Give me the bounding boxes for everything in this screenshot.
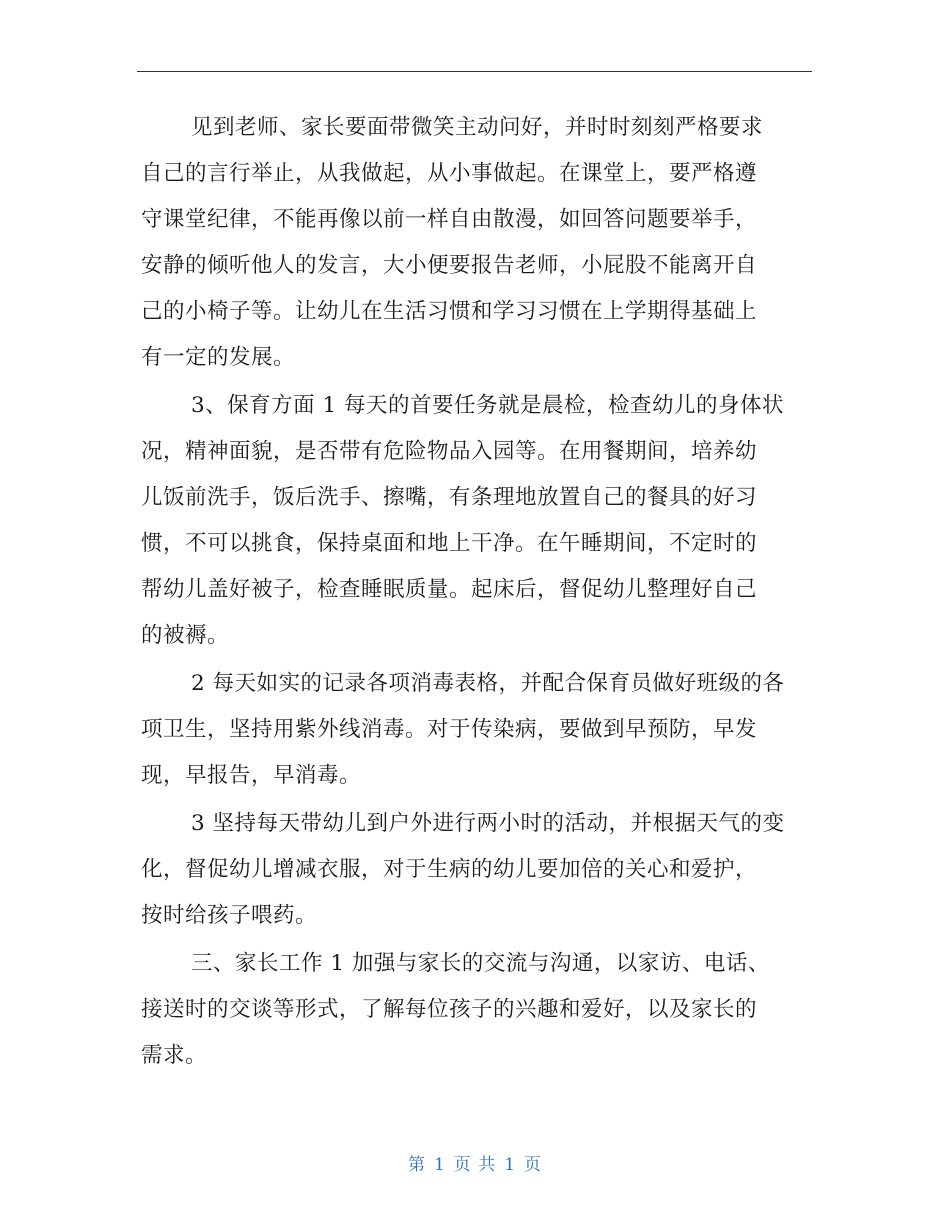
text-line: 项卫生，坚持用紫外线消毒。对于传染病，要做到早预防，早发	[141, 717, 758, 742]
footer-middle: 页 共	[453, 1155, 497, 1175]
text-line: 3、保育方面 1 每天的首要任务就是晨检，检查幼儿的身体状	[191, 393, 785, 418]
text-line: 接送时的交谈等形式，了解每位孩子的兴趣和爱好，以及家长的	[141, 997, 758, 1022]
text-line: 有一定的发展。	[141, 345, 296, 370]
paragraph	[141, 383, 817, 659]
text-line: 儿饭前洗手，饭后洗手、擦嘴，有条理地放置自己的餐具的好习	[141, 485, 758, 510]
text-line: 自己的言行举止，从我做起，从小事做起。在课堂上，要严格遵	[141, 161, 758, 186]
current-page-number: 1	[433, 1155, 446, 1175]
text-line: 惯，不可以挑食，保持桌面和地上干净。在午睡期间，不定时的	[141, 531, 758, 556]
header-rule	[137, 71, 812, 72]
text-line: 守课堂纪律，不能再像以前一样自由散漫，如回答问题要举手，	[141, 207, 758, 232]
text-line: 现，早报告，早消毒。	[141, 763, 362, 788]
text-line: 见到老师、家长要面带微笑主动问好，并时时刻刻严格要求	[191, 115, 764, 140]
total-pages-number: 1	[504, 1155, 517, 1175]
footer-suffix: 页	[524, 1155, 543, 1175]
footer-prefix: 第	[407, 1155, 426, 1175]
document-body	[141, 105, 817, 1081]
text-line: 安静的倾听他人的发言，大小便要报告老师，小屁股不能离开自	[141, 253, 758, 278]
text-line: 2 每天如实的记录各项消毒表格，并配合保育员做好班级的各	[191, 671, 785, 696]
paragraph	[141, 661, 817, 799]
text-line: 需求。	[141, 1043, 208, 1068]
paragraph	[141, 941, 817, 1079]
text-line: 化，督促幼儿增减衣服，对于生病的幼儿要加倍的关心和爱护，	[141, 857, 758, 882]
text-line: 况，精神面貌，是否带有危险物品入园等。在用餐期间，培养幼	[141, 439, 758, 464]
paragraph	[141, 801, 817, 939]
text-line: 三、家长工作 1 加强与家长的交流与沟通，以家访、电话、	[191, 951, 770, 976]
text-line: 的被褥。	[141, 623, 230, 648]
text-line: 3 坚持每天带幼儿到户外进行两小时的活动，并根据天气的变	[191, 811, 785, 836]
page-footer	[0, 1150, 950, 1175]
text-line: 帮幼儿盖好被子，检查睡眠质量。起床后，督促幼儿整理好自己	[141, 577, 758, 602]
text-line: 己的小椅子等。让幼儿在生活习惯和学习习惯在上学期得基础上	[141, 299, 758, 324]
text-line: 按时给孩子喂药。	[141, 903, 318, 928]
paragraph	[141, 105, 817, 381]
